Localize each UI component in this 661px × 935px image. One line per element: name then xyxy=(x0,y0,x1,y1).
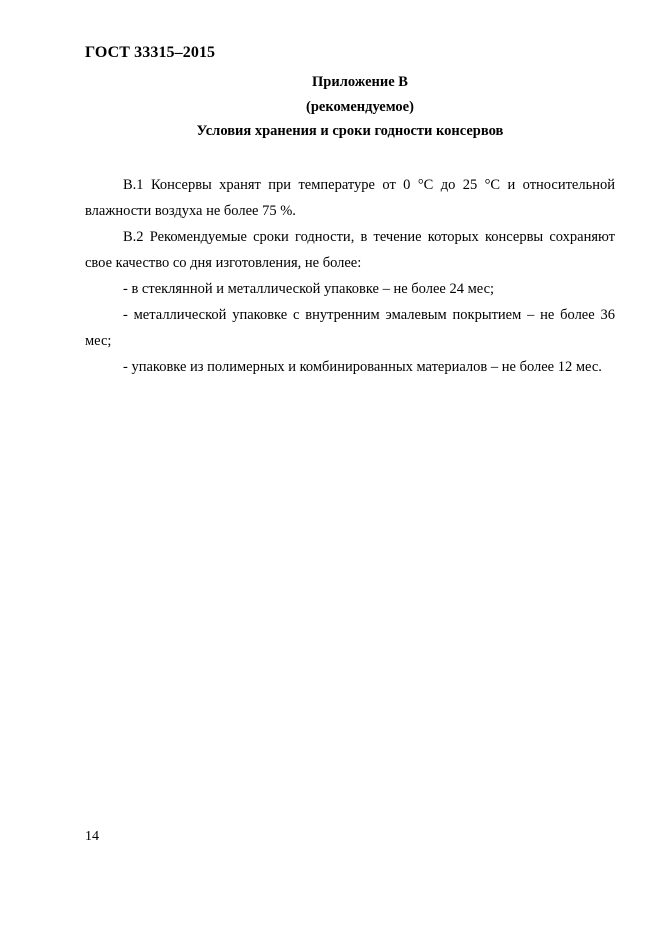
appendix-label: Приложение В xyxy=(312,74,408,90)
appendix-title: Условия хранения и сроки годности консервов xyxy=(196,123,504,139)
list-item-glass-metal: - в стеклянной и металлической упаковке – не более 24 мес; xyxy=(123,281,495,297)
list-item-polymer: - упаковке из полимерных и комбинированных материалов – не более 12 мес. xyxy=(123,359,602,375)
document-code: ГОСТ 33315–2015 xyxy=(85,44,216,61)
appendix-status: (рекомендуемое) xyxy=(306,99,414,115)
appendix-body xyxy=(85,172,615,380)
list-item-enamel-coated: - металлической упаковке с внутренним эмалевым покрытием – не более 36 мес; xyxy=(85,307,615,349)
page-number: 14 xyxy=(85,829,99,844)
paragraph-shelf-life-intro: В.2 Рекомендуемые сроки годности, в течение которых консервы сохраняют свое качество со дня изготовления, не более: xyxy=(85,229,615,271)
paragraph-storage-conditions: В.1 Консервы хранят при температуре от 0 °С до 25 °С и относительной влажности воздуха не более 75 %. xyxy=(85,177,615,219)
